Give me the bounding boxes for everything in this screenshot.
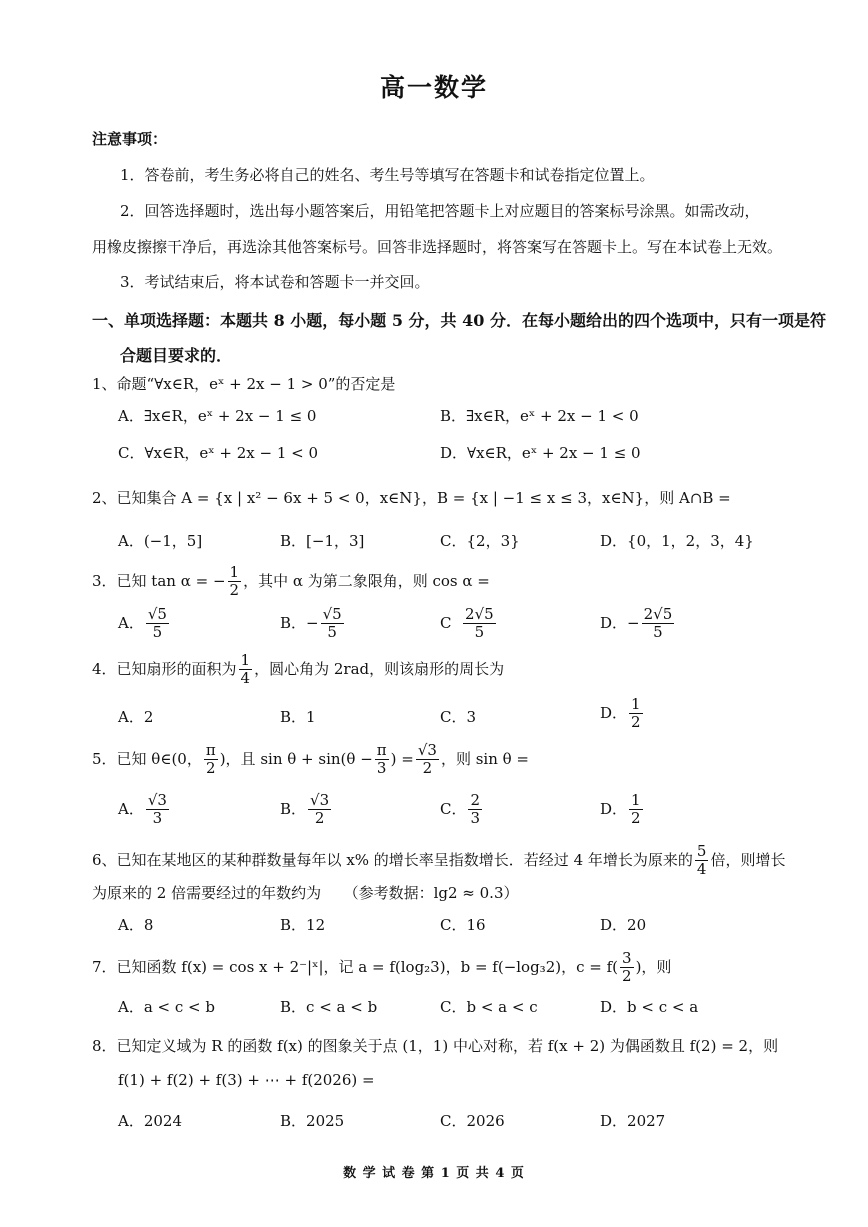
q6-stem-fraction <box>695 843 709 879</box>
q5-stem <box>92 742 529 778</box>
fraction-numerator: π <box>376 741 387 759</box>
q8-stem-line-1: 8．已知定义域为 R 的函数 f(x) 的图象关于点 (1，1) 中心对称，若 f(x + 2) 为偶函数且 f(2) = 2，则 <box>92 1037 779 1055</box>
q4-option-a: A．2 <box>118 708 154 726</box>
q3-option-c <box>440 606 498 642</box>
option-label: D． <box>600 799 628 818</box>
q7-option-d: D．b < c < a <box>600 998 699 1016</box>
option-label: C． <box>440 799 467 818</box>
q5-stem-d: ，则 sin θ = <box>440 749 529 768</box>
option-fraction <box>642 606 675 642</box>
fraction-numerator: 3 <box>622 949 632 967</box>
option-label: C <box>440 613 452 632</box>
notice-item-2-line-1: 2．回答选择题时，选出每小题答案后，用铅笔把答题卡上对应题目的答案标号涂黑。如需改动， <box>120 202 760 220</box>
fraction-numerator: √3 <box>417 741 437 759</box>
q5-pi-over-3 <box>375 742 389 778</box>
q6-stem-line-1 <box>92 843 785 879</box>
section-heading-line-1: 一、单项选择题：本题共 8 小题，每小题 5 分，共 40 分．在每小题给出的四个选项中，只有一项是符 <box>92 311 826 330</box>
option-fraction <box>146 792 169 828</box>
fraction-denominator: 5 <box>327 623 337 642</box>
fraction-numerator: √5 <box>322 605 342 623</box>
q4-stem-pre: 4．已知扇形的面积为 <box>92 659 237 678</box>
notice-item-2-line-2: 用橡皮擦擦干净后，再选涂其他答案标号。回答非选择题时，将答案写在答题卡上。写在本试卷上无效。 <box>92 238 783 256</box>
fraction-denominator: 2 <box>314 809 325 828</box>
section-heading-line-2: 合题目要求的． <box>120 346 233 365</box>
q8-option-a: A．2024 <box>118 1112 183 1130</box>
q7-stem-b: )，则 <box>635 957 672 976</box>
q7-stem-a: 7．已知函数 f(x) = cos x + 2⁻|ˣ|，记 a = f(log₂3)，b = f(−log₃2)，c = f( <box>92 957 619 976</box>
fraction-numerator: π <box>205 741 216 759</box>
q3-stem-post: ，其中 α 为第二象限角，则 cos α = <box>243 571 490 590</box>
q6-option-a: A．8 <box>118 916 154 934</box>
fraction-numerator: √3 <box>147 791 167 809</box>
fraction-numerator: √3 <box>310 791 330 809</box>
q1-option-d: D．∀x∈R，eˣ + 2x − 1 ≤ 0 <box>440 444 641 462</box>
q1-option-b: B．∃x∈R，eˣ + 2x − 1 < 0 <box>440 407 639 425</box>
q2-option-c: C．{2，3} <box>440 532 520 550</box>
fraction-denominator: 2 <box>631 809 641 828</box>
q6-option-d: D．20 <box>600 916 647 934</box>
fraction-denominator: 3 <box>152 809 163 828</box>
option-label: D． <box>600 703 628 722</box>
fraction-denominator: 4 <box>696 860 707 879</box>
q5-pi-over-2 <box>204 742 218 778</box>
q8-stem-line-2: f(1) + f(2) + f(3) + ⋯ + f(2026) = <box>118 1071 375 1089</box>
q6-stem-line-2: 为原来的 2 倍需要经过的年数约为 （参考数据：lg2 ≈ 0.3） <box>92 884 519 902</box>
option-fraction <box>308 792 331 828</box>
option-label: D．− <box>600 613 640 632</box>
fraction-numerator: 1 <box>229 563 240 581</box>
notice-heading: 注意事项： <box>92 130 168 148</box>
q2-option-a: A．(−1，5] <box>118 532 203 550</box>
q2-stem: 2、已知集合 A = {x | x² − 6x + 5 < 0，x∈N}，B = {x | −1 ≤ x ≤ 3，x∈N}，则 A∩B = <box>92 489 731 507</box>
q4-option-d <box>600 696 645 732</box>
fraction-denominator: 5 <box>474 623 485 642</box>
option-fraction <box>468 792 482 828</box>
q3-option-d <box>600 606 676 642</box>
notice-item-1: 1．答卷前，考生务必将自己的姓名、考生号等填写在答题卡和试卷指定位置上。 <box>120 166 655 184</box>
fraction-numerator: √5 <box>147 605 167 623</box>
page-footer: 数 学 试 卷 第 1 页 共 4 页 <box>343 1166 525 1181</box>
fraction-denominator: 3 <box>470 809 481 828</box>
q5-stem-a: 5．已知 θ∈(0， <box>92 749 202 768</box>
fraction-denominator: 2 <box>422 759 433 778</box>
q4-option-c: C．3 <box>440 708 477 726</box>
q3-stem-fraction <box>228 564 242 600</box>
page-title: 高一数学 <box>379 73 488 102</box>
q1-option-c: C．∀x∈R，eˣ + 2x − 1 < 0 <box>118 444 319 462</box>
option-fraction <box>321 606 344 642</box>
q7-option-c: C．b < a < c <box>440 998 538 1016</box>
q2-option-d: D．{0，1，2，3，4} <box>600 532 754 550</box>
fraction-denominator: 5 <box>653 623 663 642</box>
q7-option-b: B．c < a < b <box>280 998 378 1016</box>
option-fraction <box>463 606 496 642</box>
q5-root3-over-2 <box>416 742 439 778</box>
q6-stem-post: 倍，则增长 <box>710 850 786 869</box>
fraction-denominator: 2 <box>206 759 216 778</box>
option-label: B． <box>280 799 307 818</box>
q3-option-b <box>280 606 346 642</box>
q7-stem-fraction <box>620 950 634 986</box>
fraction-denominator: 2 <box>622 967 632 986</box>
q5-stem-c: ) = <box>390 749 414 768</box>
fraction-denominator: 2 <box>229 581 240 600</box>
option-label: A． <box>118 799 144 818</box>
q5-option-c <box>440 792 484 828</box>
q8-option-d: D．2027 <box>600 1112 666 1130</box>
option-label: A． <box>118 613 144 632</box>
fraction-numerator: 2 <box>470 791 481 809</box>
fraction-denominator: 4 <box>240 669 251 688</box>
q5-stem-b: )，且 sin θ + sin(θ − <box>219 749 373 768</box>
notice-item-3: 3．考试结束后，将本试卷和答题卡一并交回。 <box>120 273 430 291</box>
q3-stem-pre: 3．已知 tan α = − <box>92 571 226 590</box>
option-label: B．− <box>280 613 319 632</box>
q4-stem <box>92 652 504 688</box>
fraction-denominator: 5 <box>152 623 163 642</box>
q8-option-c: C．2026 <box>440 1112 505 1130</box>
q3-option-a <box>118 606 171 642</box>
q1-stem: 1、命题“∀x∈R，eˣ + 2x − 1 > 0”的否定是 <box>92 375 396 393</box>
option-fraction <box>629 792 643 828</box>
q5-option-b <box>280 792 333 828</box>
q7-option-a: A．a < c < b <box>118 998 215 1016</box>
fraction-numerator: 5 <box>696 842 707 860</box>
q4-stem-fraction <box>239 652 253 688</box>
q3-stem <box>92 564 490 600</box>
q6-option-b: B．12 <box>280 916 326 934</box>
fraction-numerator: 2√5 <box>643 605 673 623</box>
q5-option-d <box>600 792 645 828</box>
fraction-numerator: 1 <box>631 791 641 809</box>
q4-option-b: B．1 <box>280 708 316 726</box>
fraction-denominator: 3 <box>376 759 387 778</box>
q8-option-b: B．2025 <box>280 1112 345 1130</box>
q1-option-a: A．∃x∈R，eˣ + 2x − 1 ≤ 0 <box>118 407 317 425</box>
fraction-numerator: 1 <box>240 651 251 669</box>
option-fraction <box>146 606 169 642</box>
fraction-numerator: 2√5 <box>465 605 494 623</box>
fraction-denominator: 2 <box>631 713 641 732</box>
q5-option-a <box>118 792 171 828</box>
q2-option-b: B．[−1，3] <box>280 532 365 550</box>
q7-stem <box>92 950 671 986</box>
q6-stem-pre: 6、已知在某地区的某种群数量每年以 x% 的增长率呈指数增长．若经过 4 年增长为原来的 <box>92 850 693 869</box>
fraction-numerator: 1 <box>631 695 641 713</box>
q4-stem-post: ，圆心角为 2rad，则该扇形的周长为 <box>254 659 505 678</box>
q6-option-c: C．16 <box>440 916 486 934</box>
option-fraction <box>629 696 643 732</box>
